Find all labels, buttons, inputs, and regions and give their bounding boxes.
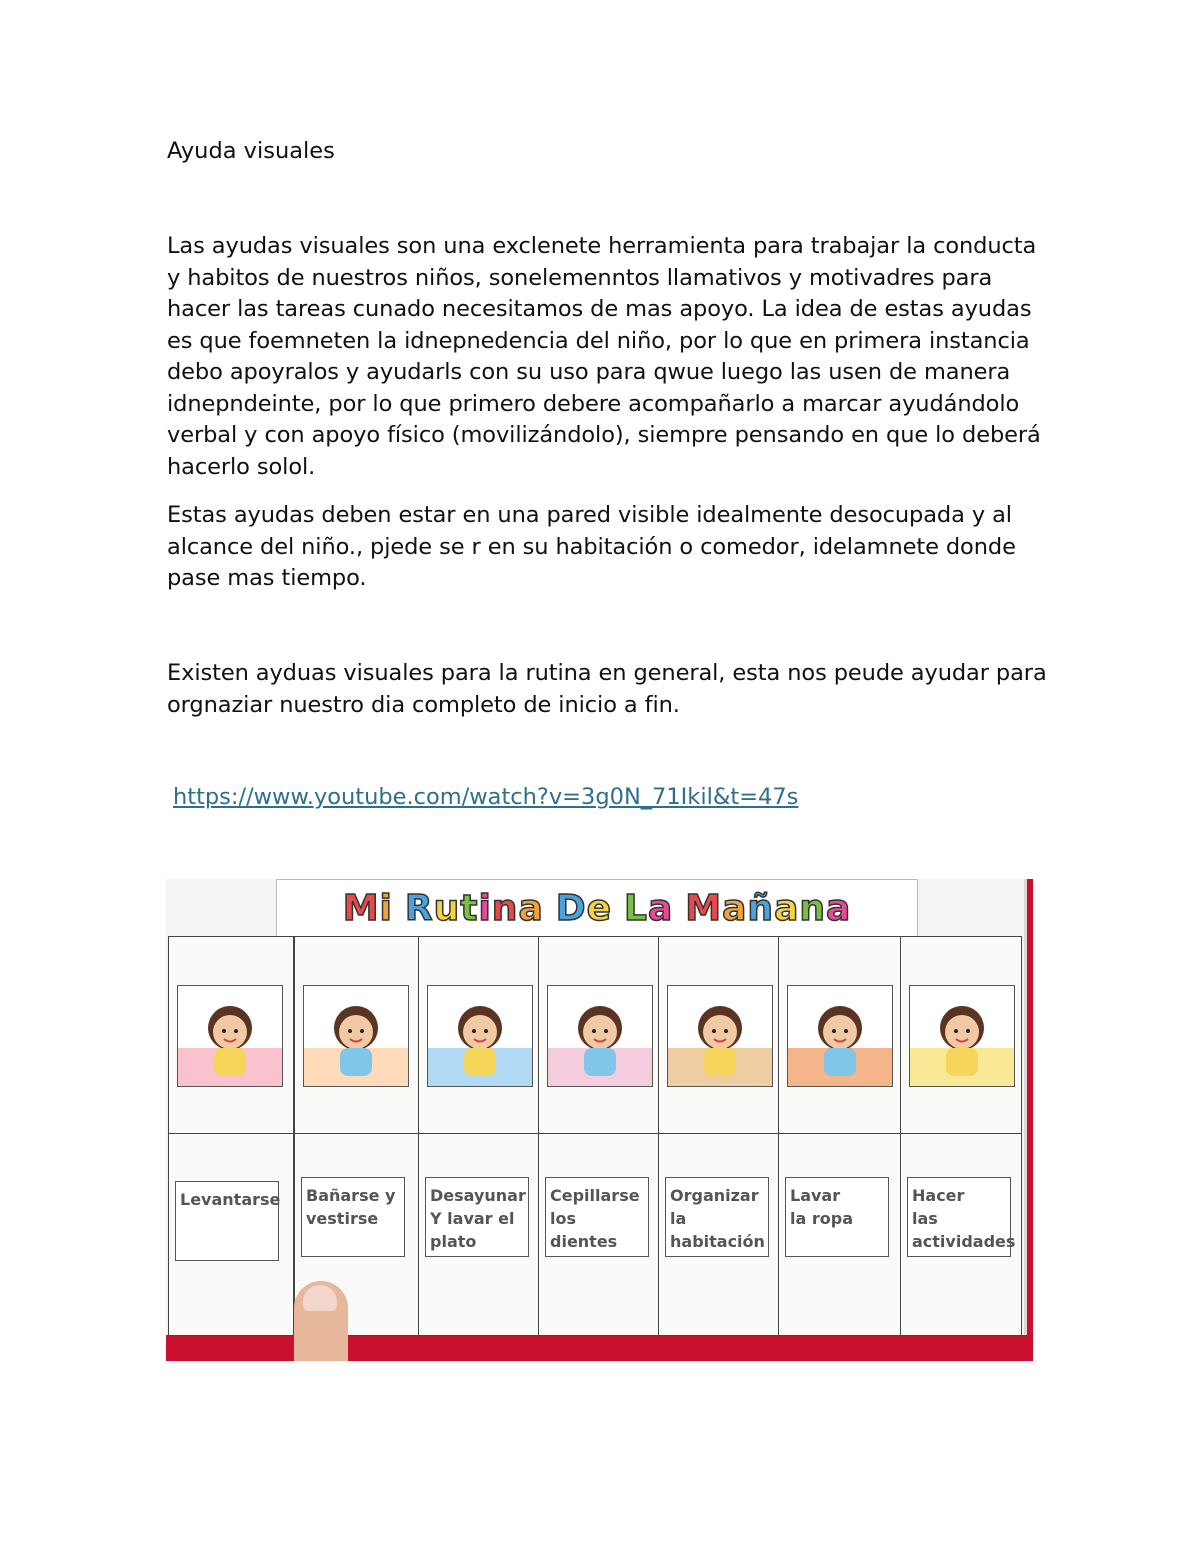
document-title: Ayuda visuales <box>167 138 335 164</box>
child-breakfast-icon <box>427 985 533 1087</box>
task-label-line: Desayunar <box>430 1186 526 1205</box>
task-column <box>538 936 664 1336</box>
task-column <box>418 936 544 1336</box>
column-divider <box>539 1133 663 1134</box>
child-homework-icon <box>909 985 1015 1087</box>
task-label-line: la ropa <box>790 1209 853 1228</box>
column-divider <box>169 1133 293 1134</box>
task-column <box>294 936 420 1336</box>
child-laundry-icon <box>787 985 893 1087</box>
routine-banner: M i R u t i n a D e L a M a ñ a n a <box>276 879 918 938</box>
column-divider <box>419 1133 543 1134</box>
task-label <box>545 1177 649 1257</box>
routine-board <box>166 879 1027 1335</box>
task-label-line: actividades <box>912 1232 1016 1251</box>
column-divider <box>659 1133 783 1134</box>
task-label <box>785 1177 889 1257</box>
child-waking-icon <box>177 985 283 1087</box>
task-label-line: Y lavar el <box>430 1209 515 1228</box>
task-label-line: los dientes <box>550 1209 618 1251</box>
task-label-line: la <box>670 1209 687 1228</box>
child-brushing-teeth-icon <box>547 985 653 1087</box>
paragraph-intro: Las ayudas visuales son una exclenete herramienta para trabajar la conducta y habitos de nuestros niños, sonelemenntos llamativos y motivadres para hacer las tareas cunado necesitamos de mas apoyo. La idea de estas ayudas es que foemneten la idnepnedencia del niño, por lo que en primera instancia debo apoyralos y ayudarls con su uso para qwue luego las usen de manera idnepndeinte, por lo que primero debere acompañarlo a marcar ayudándolo verbal y con apoyo físico (movilizándolo), siempre pensando en que lo deberá hacerlo solol. <box>167 233 1041 480</box>
task-label-line: Lavar <box>790 1186 841 1205</box>
task-label-line: habitación <box>670 1232 765 1251</box>
routine-board-photo <box>166 879 1033 1361</box>
task-columns <box>166 936 1024 1336</box>
task-label-line: Organizar <box>670 1186 759 1205</box>
task-label <box>301 1177 405 1257</box>
task-column <box>900 936 1022 1336</box>
task-label-line: Bañarse y <box>306 1186 396 1205</box>
fingernail-icon <box>303 1285 337 1311</box>
task-column <box>658 936 784 1336</box>
child-bath-icon <box>303 985 409 1087</box>
task-label <box>425 1177 529 1257</box>
task-label-line: las <box>912 1209 938 1228</box>
task-label-line: Hacer <box>912 1186 965 1205</box>
paragraph-placement: Estas ayudas deben estar en una pared visible idealmente desocupada y al alcance del niño., pjede se r en su habitación o comedor, idelamnete donde pase mas tiempo. <box>167 502 1016 591</box>
child-making-bed-icon <box>667 985 773 1087</box>
task-label <box>665 1177 769 1257</box>
task-label-line: Levantarse <box>180 1190 281 1209</box>
column-divider <box>901 1133 1021 1134</box>
youtube-link[interactable]: https://www.youtube.com/watch?v=3g0N_71Ikil&t=47s <box>173 784 799 810</box>
paragraph-routine: Existen ayduas visuales para la rutina en general, esta nos peude ayudar para orgnaziar nuestro dia completo de inicio a fin. <box>167 660 1047 718</box>
task-column <box>778 936 904 1336</box>
task-label-line: vestirse <box>306 1209 379 1228</box>
column-divider <box>295 1133 419 1134</box>
task-column <box>168 936 294 1336</box>
task-label <box>175 1181 279 1261</box>
task-label <box>907 1177 1016 1257</box>
column-divider <box>779 1133 903 1134</box>
pointing-finger-icon <box>294 1281 348 1361</box>
task-label-line: plato <box>430 1232 477 1251</box>
task-label-line: Cepillarse <box>550 1186 640 1205</box>
